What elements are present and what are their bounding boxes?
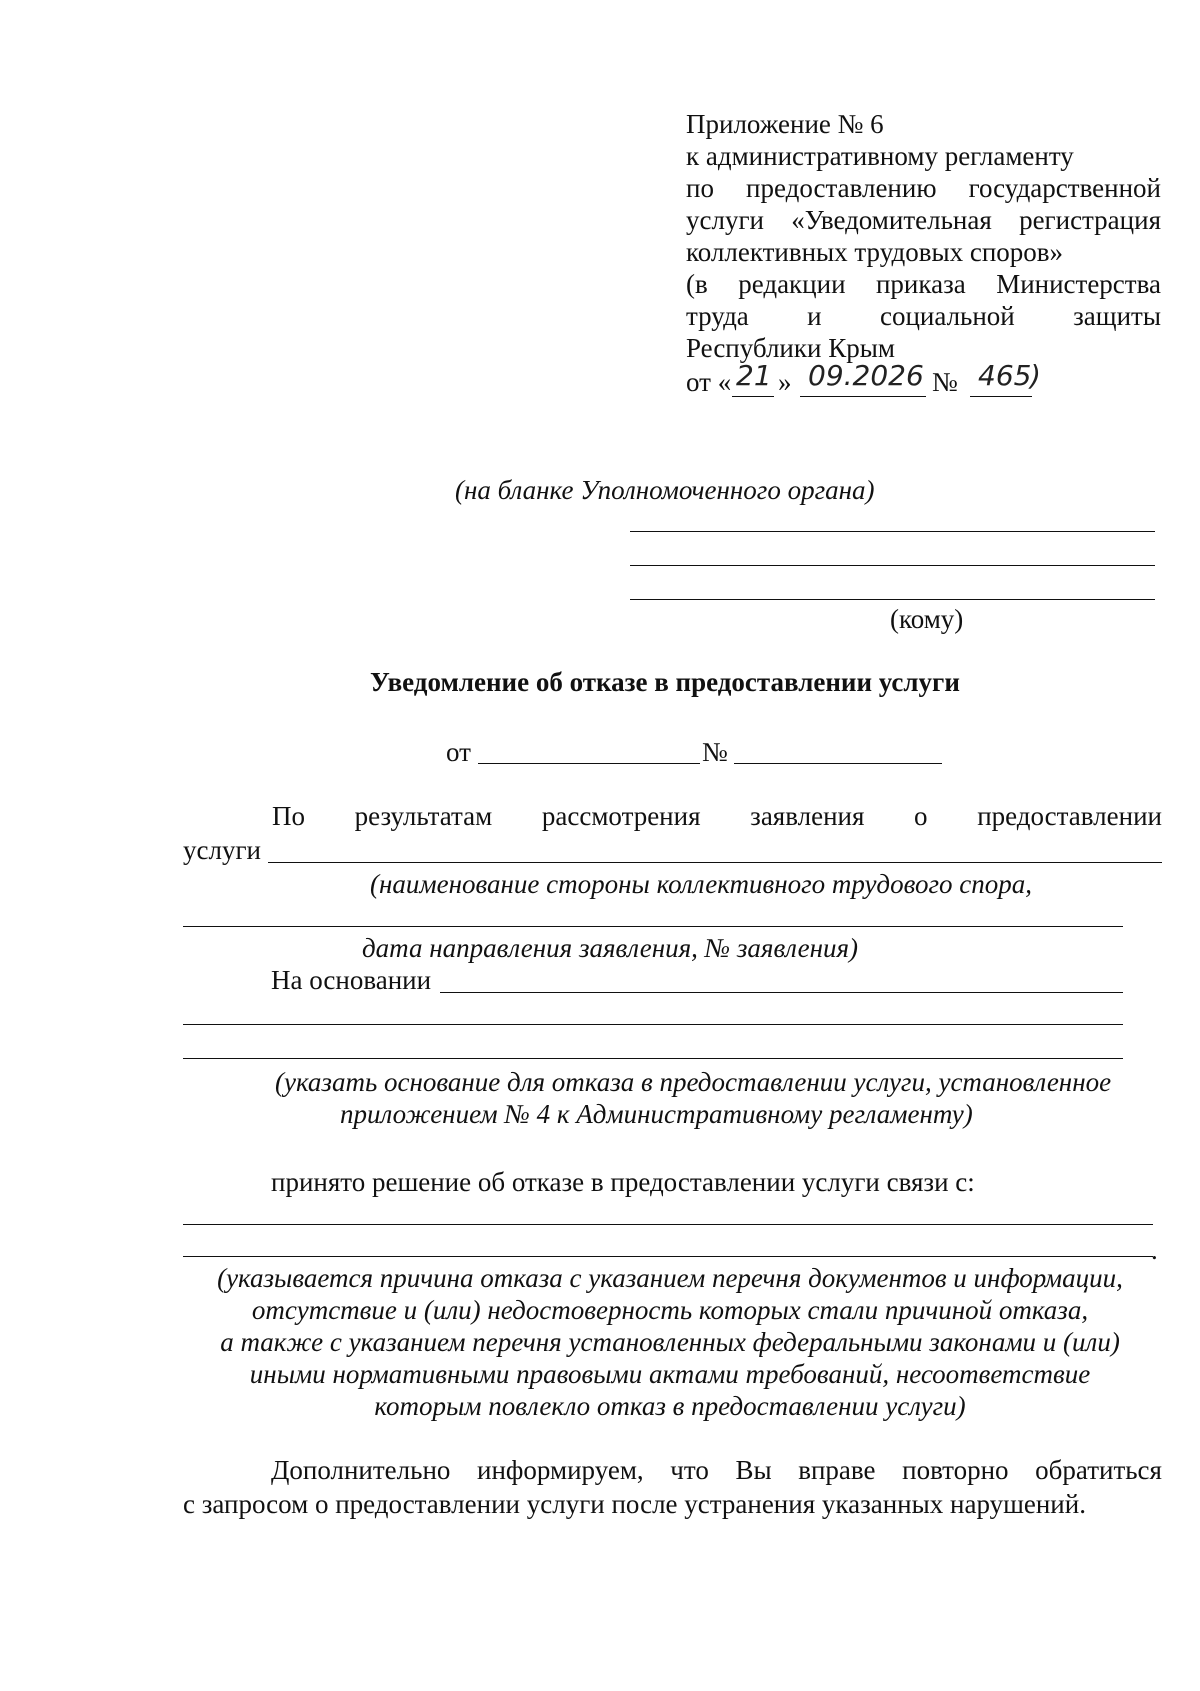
basis-line-1 <box>440 992 1123 993</box>
hint-reason-line-1: (указывается причина отказа с указанием перечня документов и информации, <box>217 1263 1123 1293</box>
decision-line-1 <box>183 1224 1153 1225</box>
recipient-line-1 <box>630 531 1155 532</box>
handwritten-day: 21 <box>736 359 772 392</box>
paragraph-1-continuation: услуги <box>183 835 261 865</box>
decision-text: принято решение об отказе в предоставлении услуги связи с: <box>271 1167 975 1197</box>
day-underline <box>732 396 774 397</box>
appendix-title: Приложение № 6 <box>686 109 884 139</box>
basis-line-2 <box>183 1024 1123 1025</box>
decision-line-2 <box>183 1256 1153 1257</box>
date-prefix: от « <box>686 367 732 397</box>
from-label: от <box>446 737 471 767</box>
basis-line-3 <box>183 1058 1123 1059</box>
document-title: Уведомление об отказе в предоставлении услуги <box>370 667 960 697</box>
hint-party-name: (наименование стороны коллективного трудового спора, <box>370 869 1032 899</box>
final-paragraph-line-2: с запросом о предоставлении услуги после устранения указанных нарушений. <box>183 1489 1086 1519</box>
handwritten-month-year: 09.2026 <box>808 359 924 392</box>
header-line-7: труда и социальной защиты <box>686 301 1161 331</box>
paragraph-1-line-1: По результатам рассмотрения заявления о предоставлении <box>272 801 1162 831</box>
month-year-underline <box>800 396 926 397</box>
header-line-6: (в редакции приказа Министерства <box>686 269 1161 299</box>
hint-reason-line-3: а также с указанием перечня установленных федеральными законами и (или) <box>220 1327 1120 1357</box>
from-date-line <box>478 763 700 764</box>
header-line-3: по предоставлению государственной <box>686 173 1161 203</box>
number-underline <box>970 396 1032 397</box>
service-name-line <box>268 862 1162 863</box>
hint-application-date: дата направления заявления, № заявления) <box>362 933 859 963</box>
handwritten-order-number: 465 <box>978 359 1032 392</box>
hint-reason-line-2: отсутствие и (или) недостоверность которых стали причиной отказа, <box>251 1295 1089 1325</box>
party-name-line <box>183 926 1123 927</box>
blank-note: (на бланке Уполномоченного органа) <box>455 475 875 505</box>
header-line-2: к административному регламенту <box>686 141 1074 171</box>
hint-basis-line-1: (указать основание для отказа в предоставлении услуги, установленное <box>275 1067 1112 1097</box>
recipient-line-3 <box>630 599 1155 600</box>
basis-label: На основании <box>271 965 432 995</box>
order-number-label: № <box>932 367 958 397</box>
number-label: № <box>702 737 728 767</box>
date-close: » <box>778 367 792 397</box>
recipient-line-2 <box>630 565 1155 566</box>
header-line-5: коллективных трудовых споров» <box>686 237 1064 267</box>
number-line <box>734 763 942 764</box>
decision-end-dot: . <box>1151 1235 1158 1265</box>
header-line-8: Республики Крым <box>686 333 895 363</box>
handwritten-paren: ) <box>1030 359 1041 392</box>
hint-reason-line-5: которым повлекло отказ в предоставлении услуги) <box>374 1391 966 1421</box>
recipient-label: (кому) <box>890 604 964 634</box>
hint-reason-line-4: иными нормативными правовыми актами требований, несоответствие <box>249 1359 1091 1389</box>
header-line-4: услуги «Уведомительная регистрация <box>686 205 1161 235</box>
final-paragraph-line-1: Дополнительно информируем, что Вы вправе повторно обратиться <box>271 1455 1162 1485</box>
hint-basis-line-2: приложением № 4 к Административному регламенту) <box>340 1099 973 1129</box>
